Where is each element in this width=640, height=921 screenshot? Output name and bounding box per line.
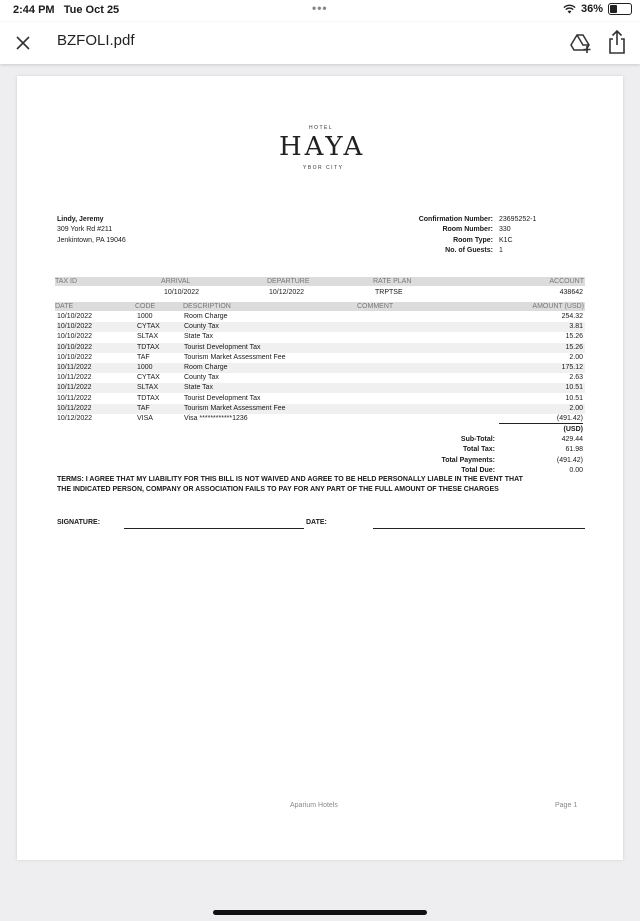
status-date: Tue Oct 25 [63, 4, 120, 16]
total-value: 0.00 [569, 467, 583, 475]
wifi-icon [563, 4, 576, 14]
logo-name: HAYA [279, 132, 366, 162]
close-icon[interactable] [12, 32, 34, 54]
row-date: 10/10/2022 [57, 313, 93, 320]
rate-plan-header: RATE PLAN [373, 278, 412, 285]
room-number-label: Room Number: [442, 226, 493, 233]
total-label: Total Payments: [441, 456, 495, 464]
row-code: CYTAX [137, 374, 160, 382]
row-code: TDTAX [137, 394, 160, 402]
status-right [563, 3, 632, 15]
amount-header: AMOUNT (USD) [532, 303, 584, 310]
row-code: TAF [137, 353, 150, 361]
confirmation-label: Confirmation Number: [418, 216, 493, 223]
row-date: 10/12/2022 [57, 415, 93, 422]
currency-label: (USD) [563, 426, 583, 433]
description-header: DESCRIPTION [183, 303, 231, 310]
row-date: 10/10/2022 [57, 343, 93, 351]
arrival-value: 10/10/2022 [164, 289, 200, 296]
account-header: ACCOUNT [549, 278, 584, 285]
row-date: 10/10/2022 [57, 353, 93, 361]
row-description: Tourist Development Tax [184, 343, 261, 351]
row-description: County Tax [184, 374, 219, 382]
row-amount: 2.63 [569, 374, 583, 382]
terms-line2: THE INDICATED PERSON, COMPANY OR ASSOCIATION FAILS TO PAY FOR ANY PART OF THE FULL AMOUNT OF THESE CHARGES [57, 486, 499, 493]
row-amount: (491.42) [556, 415, 583, 422]
row-description: Room Charge [184, 364, 228, 371]
signature-line[interactable] [124, 528, 304, 529]
row-code: TAF [137, 404, 150, 412]
row-date: 10/10/2022 [57, 323, 93, 331]
home-indicator[interactable] [213, 910, 427, 915]
row-date: 10/11/2022 [57, 364, 92, 371]
row-date: 10/11/2022 [57, 384, 92, 392]
row-date: 10/11/2022 [57, 404, 92, 412]
room-number-value: 330 [499, 226, 511, 233]
row-description: Tourism Market Assessment Fee [184, 353, 286, 361]
guest-address-line2: Jenkintown, PA 19046 [57, 237, 126, 244]
row-amount: 254.32 [561, 313, 583, 320]
battery-percent: 36% [580, 3, 603, 15]
row-date: 10/11/2022 [57, 394, 92, 402]
row-date: 10/10/2022 [57, 333, 93, 341]
account-value: 438642 [559, 289, 583, 296]
guest-name: Lindy, Jeremy [57, 216, 104, 223]
row-amount: 15.26 [565, 333, 583, 341]
app-bar [0, 22, 640, 64]
total-value: 61.98 [565, 446, 583, 454]
row-description: State Tax [184, 384, 214, 392]
room-type-value: K1C [499, 237, 513, 244]
terms-line1: TERMS: I AGREE THAT MY LIABILITY FOR THIS BILL IS NOT WAIVED AND AGREE TO BE HELD PERSONALLY LIABLE IN THE EVENT THAT [57, 476, 523, 483]
battery-icon [608, 3, 632, 15]
logo-hotel-text: HOTEL [309, 125, 334, 131]
row-amount: 10.51 [565, 394, 583, 402]
row-description: County Tax [184, 323, 219, 331]
row-amount: 2.00 [569, 404, 583, 412]
total-value: (491.42) [556, 456, 583, 464]
guests-label: No. of Guests: [445, 247, 493, 254]
confirmation-value: 23695252-1 [499, 216, 537, 223]
row-description: Tourist Development Tax [184, 394, 261, 402]
logo-sub-text: YBOR CITY [303, 165, 344, 171]
row-date: 10/11/2022 [57, 374, 92, 382]
row-amount: 2.00 [569, 353, 583, 361]
footer-company: Aparium Hotels [290, 802, 338, 809]
row-description: State Tax [184, 333, 214, 341]
arrival-header: ARRIVAL [161, 278, 191, 285]
row-code: VISA [137, 415, 153, 422]
departure-header: DEPARTURE [267, 278, 310, 285]
status-time: 2:44 PM Tue Oct 25 [13, 4, 120, 16]
footer-page-number: Page 1 [555, 802, 578, 809]
row-amount: 175.12 [561, 364, 583, 371]
comment-header: COMMENT [357, 303, 394, 310]
total-label: Sub-Total: [460, 436, 495, 443]
date-line[interactable] [373, 528, 585, 529]
row-amount: 15.26 [565, 343, 583, 351]
share-icon[interactable] [605, 29, 629, 55]
file-name: BZFOLI.pdf [57, 32, 135, 49]
amount-total-rule [499, 423, 583, 424]
pdf-page [17, 76, 623, 860]
tax-id-header: TAX ID [55, 278, 78, 285]
row-code: TDTAX [137, 343, 160, 351]
guest-address-line1: 309 York Rd #211 [57, 226, 113, 233]
departure-value: 10/12/2022 [269, 289, 305, 296]
row-amount: 10.51 [565, 384, 583, 392]
status-bar [0, 0, 640, 22]
room-type-label: Room Type: [453, 237, 493, 244]
row-amount: 3.81 [569, 323, 583, 331]
total-label: Total Tax: [462, 446, 495, 454]
guests-value: 1 [499, 247, 503, 254]
multitasking-dots-icon[interactable]: ••• [312, 1, 328, 15]
add-to-drive-icon[interactable] [569, 31, 593, 55]
row-description: Visa ************1236 [184, 415, 248, 422]
total-value: 429.44 [561, 436, 583, 443]
row-code: SLTAX [137, 384, 159, 392]
signature-label: SIGNATURE: [57, 519, 101, 526]
total-label: Total Due: [461, 467, 495, 475]
row-code: SLTAX [137, 333, 159, 341]
code-header: CODE [135, 303, 156, 310]
date-label: DATE: [306, 519, 327, 526]
row-code: CYTAX [137, 323, 160, 331]
row-description: Room Charge [184, 313, 228, 320]
date-header: DATE [55, 303, 74, 310]
row-code: 1000 [137, 313, 153, 320]
rate-plan-value: TRPTSE [375, 289, 403, 296]
row-code: 1000 [137, 364, 153, 371]
battery-fill [610, 5, 617, 13]
row-description: Tourism Market Assessment Fee [184, 404, 286, 412]
